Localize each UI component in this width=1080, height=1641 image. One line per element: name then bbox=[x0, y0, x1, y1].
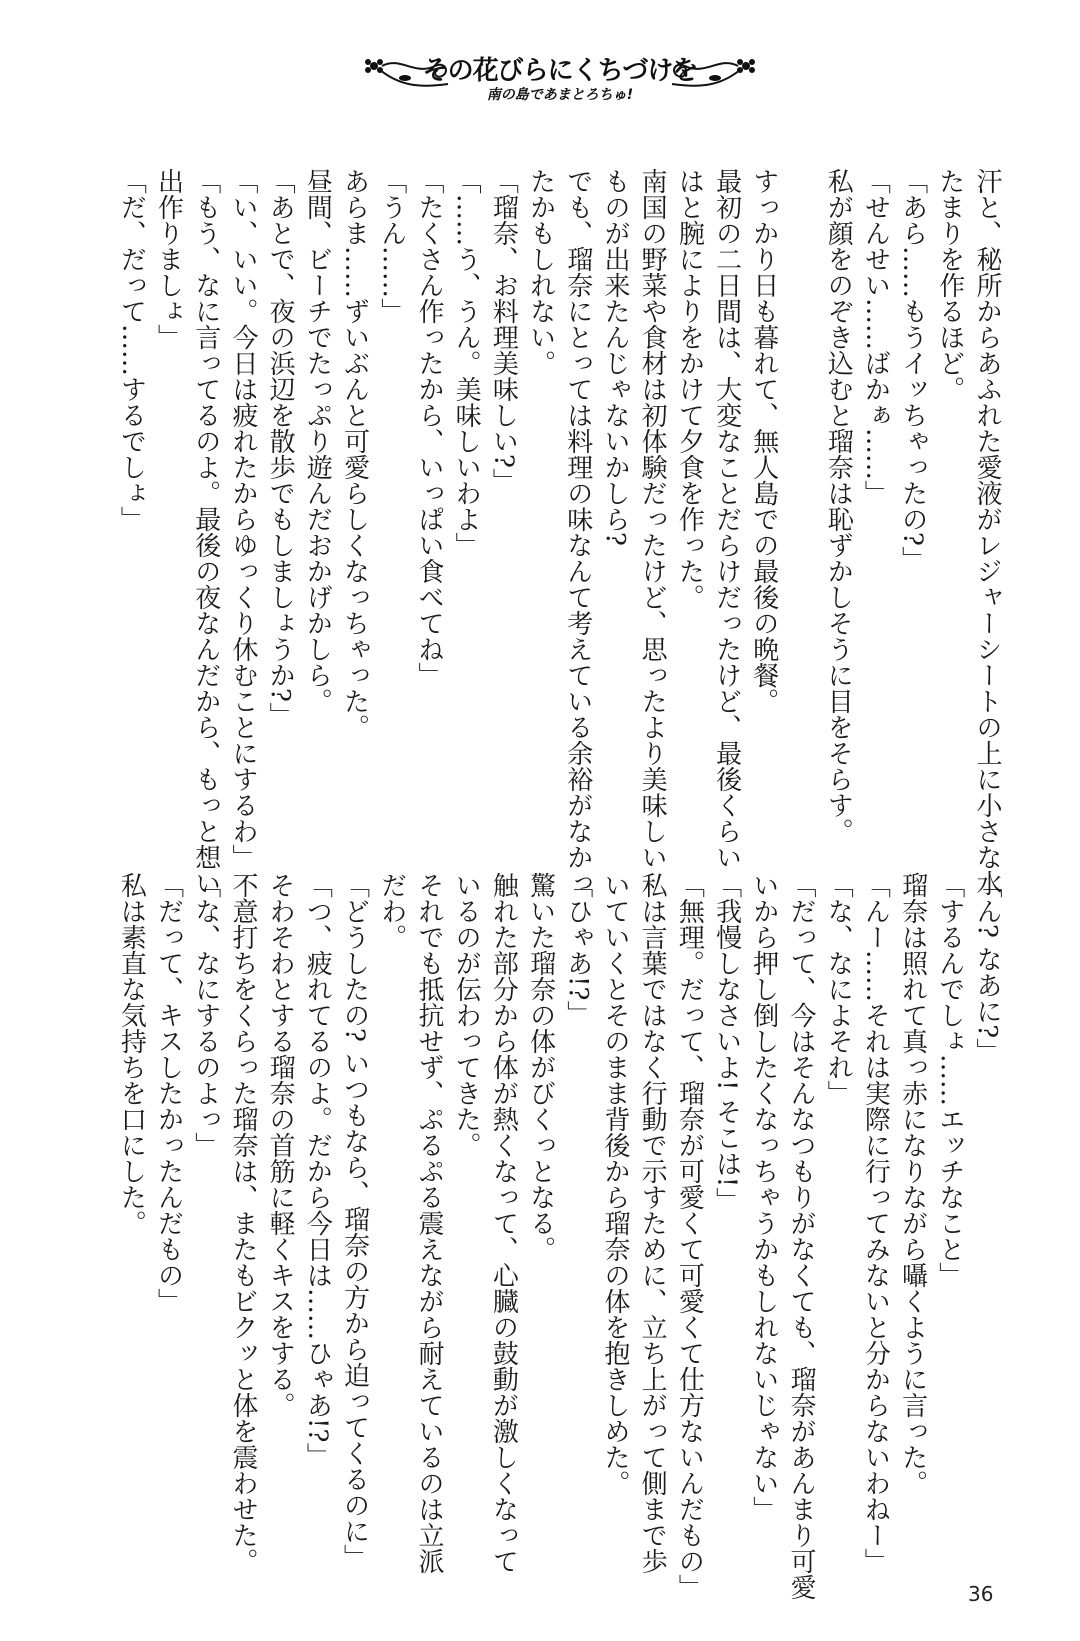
text-line: 「……う、うん。美味しいわよ」 bbox=[451, 168, 482, 558]
text-line: 「な、なにするのよっ」 bbox=[190, 872, 221, 1158]
text-line: 「あら……もうイッちゃったの?」 bbox=[897, 168, 928, 572]
text-line: 私は素直な気持ちを口にした。 bbox=[116, 872, 147, 1236]
text-line: 「たくさん作ったから、いっぱい食べてね」 bbox=[413, 168, 444, 688]
text-line: 「んー……それは実際に行ってみないと分からないわねー」 bbox=[860, 872, 891, 1574]
text-line: そわそわとする瑠奈の首筋に軽くキスをする。 bbox=[265, 872, 296, 1418]
text-line: 「我慢しなさいよ! そこは!」 bbox=[711, 872, 742, 1214]
text-line: 私が顔をのぞき込むと瑠奈は恥ずかしそうに目をそらす。 bbox=[823, 168, 854, 844]
text-line: 昼間、ビーチでたっぷり遊んだおかげかしら。 bbox=[302, 168, 333, 714]
text-line: 南国の野菜や食材は初体験だったけど、思ったより美味しい bbox=[637, 168, 668, 870]
text-line: 「だって、キスしたかったんだもの」 bbox=[153, 872, 184, 1314]
text-line: 「もう、なに言ってるのよ。最後の夜なんだから、もっと想い bbox=[190, 168, 221, 896]
text-line: 汗と、秘所からあふれた愛液がレジャーシートの上に小さな水 bbox=[972, 168, 1002, 896]
text-line: 不意打ちをくらった瑠奈は、またもビクッと体を震わせた。 bbox=[227, 872, 258, 1574]
text-line: だわ。 bbox=[376, 872, 407, 950]
text-line: 「だ、だって……するでしょ」 bbox=[116, 168, 147, 532]
text-line: いるのが伝わってきた。 bbox=[451, 872, 482, 1158]
text-line: ものが出来たんじゃないかしら? bbox=[599, 168, 630, 546]
text-line: たまりを作るほど。 bbox=[934, 168, 965, 402]
text-line: 「するんでしょ……エッチなこと」 bbox=[934, 872, 965, 1288]
upper-text-block bbox=[112, 168, 1005, 896]
text-line bbox=[782, 168, 819, 808]
text-line: 「だって、今はそんなつもりがなくても、瑠奈があんまり可愛 bbox=[785, 872, 816, 1600]
text-line: いから押し倒したくなっちゃうかもしれないじゃない」 bbox=[748, 872, 779, 1522]
text-line: 出作りましょ」 bbox=[153, 168, 184, 350]
text-line: 「な、なによそれ」 bbox=[823, 872, 854, 1106]
text-line: 「せんせい……ばかぁ……」 bbox=[860, 168, 891, 506]
text-line: 「つ、疲れてるのよ。だから今日は……ひゃあ!?」 bbox=[302, 872, 333, 1469]
text-line: いていくとそのまま背後から瑠奈の体を抱きしめた。 bbox=[599, 872, 630, 1496]
text-line: あらま……ずいぶんと可愛らしくなっちゃった。 bbox=[339, 168, 370, 740]
text-line: 驚いた瑠奈の体がびくっとなる。 bbox=[525, 872, 556, 1262]
text-line: たかもしれない。 bbox=[525, 168, 556, 376]
text-line: はと腕によりをかけて夕食を作った。 bbox=[674, 168, 705, 610]
text-line: 「無理。だって、瑠奈が可愛くて可愛くて仕方ないんだもの」 bbox=[674, 872, 705, 1600]
text-line: でも、瑠奈にとっては料理の味なんて考えている余裕がなかっ bbox=[562, 168, 593, 896]
chapter-subtitle: 南の島であまとろちゅ! bbox=[486, 87, 634, 103]
chapter-header bbox=[360, 48, 760, 106]
text-line: 私は言葉ではなく行動で示すために、立ち上がって側まで歩 bbox=[637, 872, 668, 1574]
text-line: 瑠奈は照れて真っ赤になりながら囁くように言った。 bbox=[897, 872, 928, 1496]
text-line: 最初の二日間は、大変なことだらけだったけど、最後くらい bbox=[711, 168, 742, 870]
text-line: 「うん……」 bbox=[376, 168, 407, 324]
text-line: 「い、いい。今日は疲れたからゆっくり休むことにするわ」 bbox=[227, 168, 258, 870]
text-line: 「あとで、夜の浜辺を散歩でもしましょうか?」 bbox=[265, 168, 296, 728]
text-line: 「ひゃあ!?」 bbox=[562, 872, 593, 1027]
text-line: 「ん? なあに?」 bbox=[972, 872, 1002, 1065]
text-line: 「どうしたの? いつもなら、瑠奈の方から迫ってくるのに」 bbox=[339, 872, 370, 1571]
chapter-title: その花びらにくちづけを bbox=[422, 56, 698, 86]
text-line: 触れた部分から体が熱くなって、心臓の鼓動が激しくなって bbox=[488, 872, 519, 1574]
text-line: 「瑠奈、お料理美味しい?」 bbox=[488, 168, 519, 494]
text-line: すっかり日も暮れて、無人島での最後の晩餐。 bbox=[748, 168, 779, 714]
page-number: 36 bbox=[968, 1582, 994, 1606]
text-line: それでも抵抗せず、ぷるぷる震えながら耐えているのは立派 bbox=[413, 872, 444, 1574]
